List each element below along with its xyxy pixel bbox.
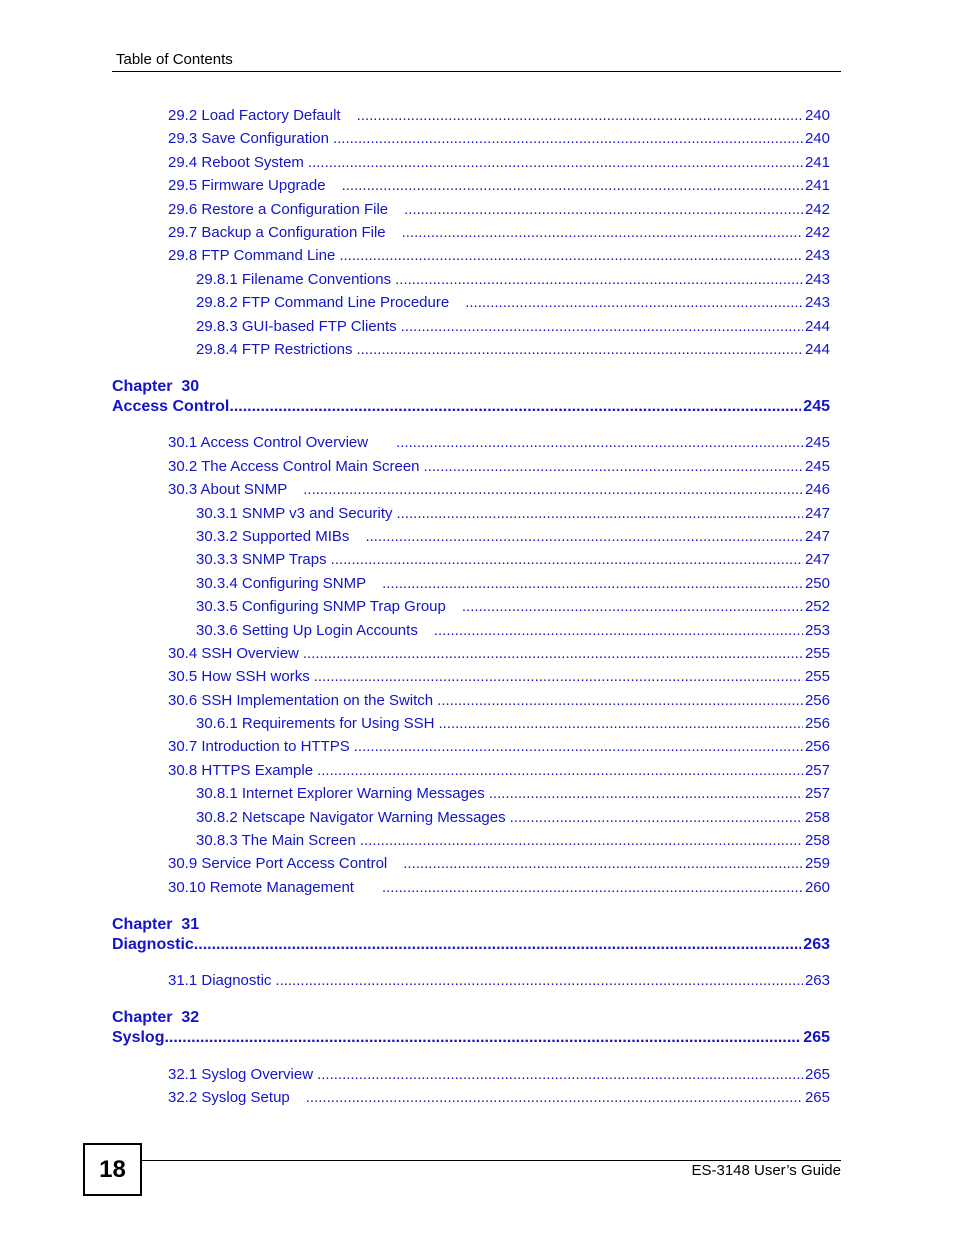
toc-entry-title: 30.8.3 The Main Screen [196,832,356,849]
leader-dots [401,318,803,335]
toc-entry-title: 29.5 Firmware Upgrade [168,177,326,194]
leader-dots [339,247,803,264]
toc-entry-page: 240 [804,107,830,124]
chapter-title: Syslog [112,1029,165,1046]
toc-entry-30-8[interactable] [168,762,830,779]
toc-entry-title: 29.8.4 FTP Restrictions [196,341,353,358]
toc-entry-title: 30.1 Access Control Overview [168,434,369,451]
chapter-30-heading[interactable] [112,398,830,416]
toc-entry-29-4[interactable] [168,154,830,171]
toc-entry-page: 250 [804,575,830,592]
toc-entry-30-3-4[interactable] [196,575,830,592]
toc-entry-30-3[interactable] [168,481,830,498]
toc-entry-29-8[interactable] [168,247,830,264]
leader-dots [403,855,803,872]
toc-entry-29-8-4[interactable] [196,341,830,358]
toc-entry-page: 256 [804,738,830,755]
chapter-30-label: Chapter 30 [112,378,200,395]
toc-entry-title: 30.4 SSH Overview [168,645,299,662]
leader-dots [365,528,803,545]
toc-entry-title: 29.8 FTP Command Line [168,247,336,264]
toc-entry-30-9[interactable] [168,855,830,872]
toc-entry-30-4[interactable] [168,645,830,662]
leader-dots [382,879,803,896]
toc-entry-page: 263 [804,972,830,989]
toc-entry-29-6[interactable] [168,201,830,218]
toc-entry-title: 29.6 Restore a Configuration File [168,201,389,218]
toc-entry-30-3-3[interactable] [196,551,830,568]
leader-dots [360,832,803,849]
toc-entry-title: 29.7 Backup a Configuration File [168,224,386,241]
toc-entry-title: 30.3.4 Configuring SNMP [196,575,367,592]
toc-entry-title: 30.3 About SNMP [168,481,288,498]
leader-dots [333,130,803,147]
toc-entry-title: 29.8.3 GUI-based FTP Clients [196,318,397,335]
toc-entry-30-10[interactable] [168,879,830,896]
toc-entry-29-8-1[interactable] [196,271,830,288]
toc-entry-page: 247 [804,551,830,568]
chapter-page: 245 [803,398,830,415]
toc-entry-page: 241 [804,154,830,171]
toc-entry-page: 257 [804,762,830,779]
toc-entry-page: 247 [804,528,830,545]
toc-entry-page: 259 [804,855,830,872]
toc-entry-page: 244 [804,341,830,358]
toc-entry-page: 247 [804,505,830,522]
toc-entry-page: 245 [804,434,830,451]
toc-entry-title: 31.1 Diagnostic [168,972,272,989]
toc-entry-page: 243 [804,247,830,264]
leader-dots [462,598,803,615]
toc-entry-page: 244 [804,318,830,335]
toc-entry-page: 246 [804,481,830,498]
toc-entry-32-1[interactable] [168,1066,830,1083]
chapter-32-heading[interactable] [112,1029,830,1047]
leader-dots [308,154,803,171]
leader-dots [303,481,803,498]
toc-entry-title: 30.5 How SSH works [168,668,310,685]
leader-dots [164,1029,801,1047]
toc-entry-title: 29.2 Load Factory Default [168,107,341,124]
leader-dots [402,224,803,241]
toc-entry-29-7[interactable] [168,224,830,241]
toc-entry-29-8-2[interactable] [196,294,830,311]
toc-entry-title: 29.8.1 Filename Conventions [196,271,392,288]
footer-rule [140,1160,841,1161]
toc-entry-30-3-5[interactable] [196,598,830,615]
toc-entry-page: 256 [804,692,830,709]
toc-entry-title: 30.10 Remote Management [168,879,354,896]
page-number: 18 [83,1143,142,1196]
leader-dots [317,1066,803,1083]
toc-entry-title: 29.3 Save Configuration [168,130,329,147]
toc-entry-title: 30.8 HTTPS Example [168,762,314,779]
leader-dots [434,622,803,639]
toc-entry-30-1[interactable] [168,434,830,451]
toc-entry-page: 260 [804,879,830,896]
toc-entry-title: 32.2 Syslog Setup [168,1089,290,1106]
toc-entry-title: 30.3.1 SNMP v3 and Security [196,505,393,522]
leader-dots [356,341,803,358]
toc-entry-31-1[interactable] [168,972,830,989]
leader-dots [510,809,803,826]
leader-dots [397,505,803,522]
chapter-title: Diagnostic [112,936,194,953]
chapter-page: 263 [803,936,830,953]
toc-entry-30-7[interactable] [168,738,830,755]
toc-entry-page: 242 [804,224,830,241]
toc-entry-page: 265 [804,1089,830,1106]
toc-entry-title: 30.2 The Access Control Main Screen [168,458,420,475]
chapter-31-label: Chapter 31 [112,916,200,933]
leader-dots [465,294,803,311]
toc-entry-page: 257 [804,785,830,802]
leader-dots [354,738,803,755]
leader-dots [275,972,803,989]
toc-entry-page: 258 [804,809,830,826]
toc-entry-30-3-1[interactable] [196,505,830,522]
toc-entry-title: 30.6 SSH Implementation on the Switch [168,692,434,709]
toc-entry-29-3[interactable] [168,130,830,147]
toc-entry-page: 241 [804,177,830,194]
toc-entry-29-2[interactable] [168,107,830,124]
toc-entry-30-6-1[interactable] [196,715,830,732]
toc-entry-30-2[interactable] [168,458,830,475]
toc-entry-page: 240 [804,130,830,147]
leader-dots [404,201,803,218]
toc-entry-page: 253 [804,622,830,639]
leader-dots [382,575,803,592]
toc-entry-title: 29.4 Reboot System [168,154,304,171]
toc-entry-page: 255 [804,668,830,685]
toc-entry-30-6[interactable] [168,692,830,709]
leader-dots [438,715,803,732]
toc-entry-32-2[interactable] [168,1089,830,1106]
toc-entry-title: 29.8.2 FTP Command Line Procedure [196,294,450,311]
leader-dots [229,398,801,416]
toc-entry-29-5[interactable] [168,177,830,194]
header-title: Table of Contents [116,51,233,68]
leader-dots [489,785,803,802]
leader-dots [194,936,802,954]
toc-entry-title: 30.3.5 Configuring SNMP Trap Group [196,598,446,615]
chapter-31-heading[interactable] [112,936,830,954]
toc-entry-29-8-3[interactable] [196,318,830,335]
toc-entry-30-5[interactable] [168,668,830,685]
leader-dots [331,551,803,568]
toc-entry-title: 30.3.6 Setting Up Login Accounts [196,622,418,639]
toc-entry-page: 243 [804,271,830,288]
toc-entry-page: 265 [804,1066,830,1083]
toc-entry-title: 30.7 Introduction to HTTPS [168,738,350,755]
chapter-title: Access Control [112,398,230,415]
toc-entry-title: 30.8.2 Netscape Navigator Warning Messages [196,809,506,826]
toc-entry-title: 30.3.3 SNMP Traps [196,551,327,568]
toc-entry-30-8-2[interactable] [196,809,830,826]
toc-entry-page: 252 [804,598,830,615]
toc-entry-page: 242 [804,201,830,218]
leader-dots [317,762,803,779]
toc-entry-title: 30.3.2 Supported MIBs [196,528,350,545]
toc-entry-30-8-3[interactable] [196,832,830,849]
toc-entry-30-3-6[interactable] [196,622,830,639]
chapter-page: 265 [803,1029,830,1046]
leader-dots [342,177,803,194]
leader-dots [395,271,803,288]
leader-dots [314,668,803,685]
leader-dots [437,692,803,709]
toc-entry-title: 30.6.1 Requirements for Using SSH [196,715,435,732]
toc-entry-page: 245 [804,458,830,475]
guide-title: ES-3148 User’s Guide [691,1162,841,1179]
toc-entry-30-3-2[interactable] [196,528,830,545]
toc-entry-page: 243 [804,294,830,311]
toc-entry-page: 258 [804,832,830,849]
leader-dots [424,458,803,475]
chapter-32-label: Chapter 32 [112,1009,200,1026]
leader-dots [357,107,803,124]
toc-entry-title: 32.1 Syslog Overview [168,1066,314,1083]
leader-dots [306,1089,803,1106]
toc-entry-page: 255 [804,645,830,662]
leader-dots [303,645,803,662]
leader-dots [396,434,803,451]
toc-entry-30-8-1[interactable] [196,785,830,802]
toc-entry-title: 30.8.1 Internet Explorer Warning Messages [196,785,485,802]
toc-entry-page: 256 [804,715,830,732]
toc-entry-title: 30.9 Service Port Access Control [168,855,388,872]
